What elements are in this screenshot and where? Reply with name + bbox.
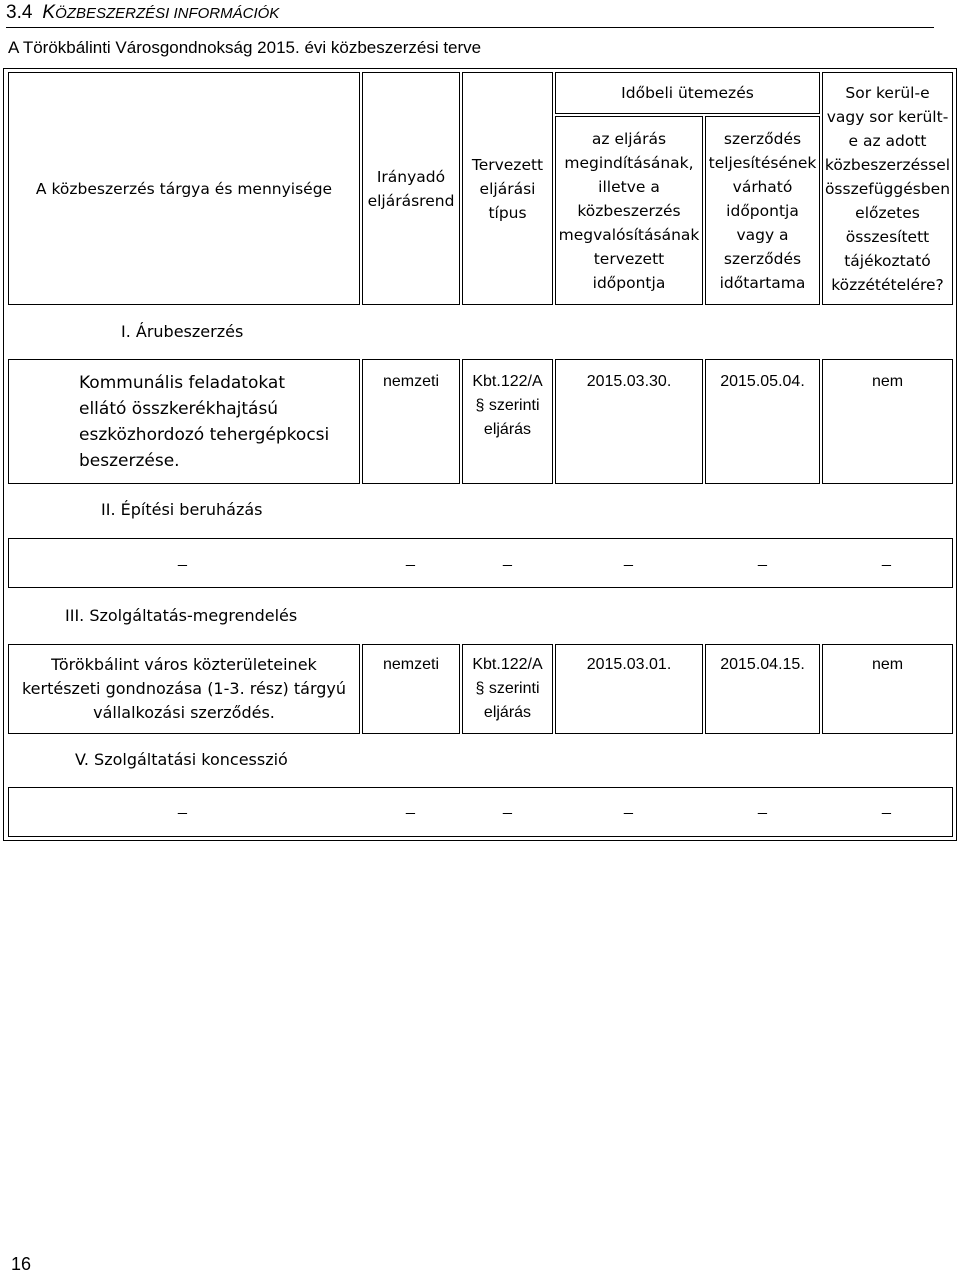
page-number: 16 (11, 1254, 32, 1274)
header-line: összesített (845, 227, 930, 246)
header-prior-notice (822, 72, 953, 305)
type-line: eljárás (483, 704, 532, 721)
subject-line: vállalkozási szerződés. (93, 703, 275, 722)
header-schedule-text: Időbeli ütemezés (621, 84, 754, 102)
notice-value: nem (871, 656, 904, 673)
subject-line: Kommunális feladatokat (79, 373, 285, 393)
row-goods-rule (362, 359, 460, 484)
header-line: az eljárás (591, 129, 667, 148)
header-line: közzétételére? (831, 275, 944, 294)
document-subtitle: A Törökbálinti Városgondnokság 2015. évi közbeszerzési terve (8, 38, 482, 57)
section-label-services: III. Szolgáltatás-megrendelés (65, 606, 298, 625)
empty-mark: _ (758, 798, 767, 815)
row-services-rule (362, 644, 460, 734)
header-line: eljárásrend (367, 191, 455, 210)
empty-mark: _ (758, 550, 767, 567)
row-services-end (705, 644, 820, 734)
row-goods-type (462, 359, 553, 484)
section-title-initial: K (42, 2, 56, 23)
type-line: § szerinti (475, 397, 540, 414)
header-line: Irányadó (376, 167, 446, 186)
header-line: vagy a (736, 225, 789, 244)
type-line: Kbt.122/A (472, 656, 543, 673)
header-line: Tervezett (471, 155, 544, 174)
header-line: összefüggésben (824, 179, 951, 198)
header-line: időpontja (592, 273, 666, 292)
type-line: eljárás (483, 421, 532, 438)
subject-line: eszközhordozó tehergépkocsi (79, 425, 330, 445)
empty-mark: _ (503, 798, 512, 815)
section-title (42, 2, 279, 23)
empty-mark: _ (178, 798, 187, 815)
start-date: 2015.03.01. (586, 656, 672, 673)
header-line: Sor kerül-e (845, 83, 930, 102)
empty-mark: _ (178, 550, 187, 567)
subject-line: ellátó összkerékhajtású (79, 399, 279, 419)
empty-mark: _ (406, 550, 415, 567)
header-line: vagy sor került- (826, 107, 949, 126)
subject-line: beszerzése. (79, 451, 180, 471)
section-title-rest: ÖZBESZERZÉSI INFORMÁCIÓK (55, 5, 280, 22)
header-line: időtartama (719, 273, 806, 292)
header-line: illetve a (598, 177, 660, 196)
header-line: időpontja (726, 201, 799, 220)
subject-line: kertészeti gondnozása (1-3. rész) tárgyú (21, 679, 347, 698)
start-date: 2015.03.30. (586, 373, 672, 390)
header-procedure-rule (362, 72, 460, 305)
empty-mark: _ (882, 550, 891, 567)
header-line: szerződés (723, 249, 802, 268)
subject-line: Törökbálint város közterületeinek (51, 655, 317, 674)
section-label-goods: I. Árubeszerzés (121, 322, 244, 341)
header-line: e az adott (848, 131, 927, 150)
row-services-start (555, 644, 703, 734)
row-construction-empty (8, 538, 953, 588)
empty-mark: _ (882, 798, 891, 815)
header-line: közbeszerzéssel (824, 155, 951, 174)
header-line: tájékoztató (844, 251, 931, 270)
header-subject-text: A közbeszerzés tárgya és mennyisége (35, 179, 333, 198)
header-subject (8, 72, 360, 305)
row-goods-notice (822, 359, 953, 484)
empty-mark: _ (406, 798, 415, 815)
row-goods-end (705, 359, 820, 484)
row-goods-subject (8, 359, 360, 484)
empty-mark: _ (624, 798, 633, 815)
row-services-type (462, 644, 553, 734)
header-start-date (555, 116, 703, 305)
section-number: 3.4 (6, 2, 33, 23)
section-label-concession: V. Szolgáltatási koncesszió (75, 750, 288, 769)
header-line: eljárási (479, 179, 536, 198)
row-services-notice (822, 644, 953, 734)
header-line: megvalósításának (558, 225, 700, 244)
type-line: Kbt.122/A (472, 373, 543, 390)
header-line: megindításának, (564, 153, 694, 172)
header-schedule (555, 72, 820, 114)
rule-value: nemzeti (382, 373, 440, 390)
header-line: típus (488, 203, 527, 222)
header-line: előzetes (855, 203, 920, 222)
header-line: szerződés (723, 129, 802, 148)
row-services-subject (8, 644, 360, 734)
rule-value: nemzeti (382, 656, 440, 673)
row-goods-start (555, 359, 703, 484)
empty-mark: _ (624, 550, 633, 567)
header-line: tervezett (593, 249, 665, 268)
notice-value: nem (871, 373, 904, 390)
header-line: teljesítésének (708, 153, 817, 172)
type-line: § szerinti (475, 680, 540, 697)
header-completion (705, 116, 820, 305)
header-procedure-type (462, 72, 553, 305)
section-heading (6, 0, 934, 28)
empty-mark: _ (503, 550, 512, 567)
end-date: 2015.04.15. (720, 656, 805, 673)
header-line: várható (732, 177, 793, 196)
section-label-construction: II. Építési beruházás (101, 500, 263, 519)
end-date: 2015.05.04. (720, 373, 805, 390)
row-concession-empty (8, 787, 953, 837)
header-line: közbeszerzés (577, 201, 681, 220)
